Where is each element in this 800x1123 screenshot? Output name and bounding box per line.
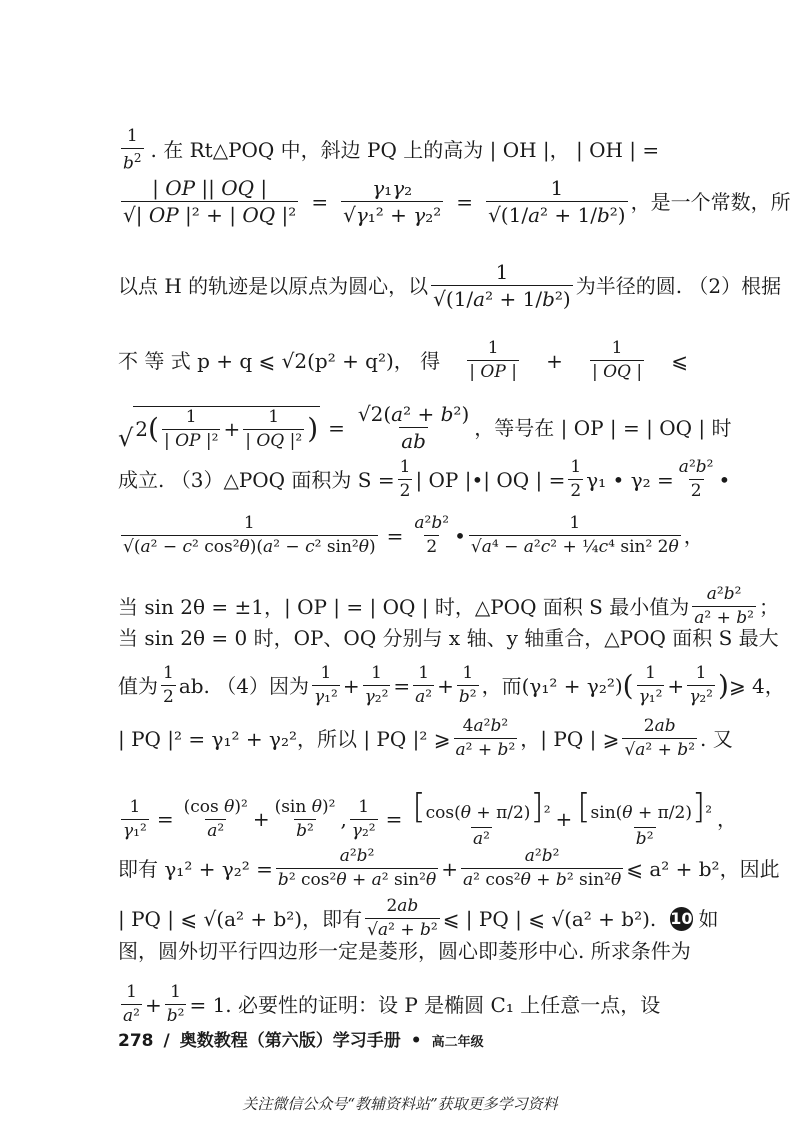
problem-number-badge: 10 <box>670 907 692 931</box>
footer-dot: • <box>410 1031 422 1051</box>
line-6-text-a: 成立. （3）△POQ 面积为 S = <box>118 467 395 492</box>
line-10-text-a: 值为 <box>118 673 158 698</box>
line-12-text: ， <box>717 807 738 831</box>
line-13-text-b: ⩽ a² + b²，因此 <box>626 856 780 881</box>
text-line-14: | PQ | ⩽ √(a² + b²)，即有 $\frac{2ab}{\text{√a² + b²}}$ ⩽ | PQ | ⩽ √(a² + b²). 10 如 <box>118 896 719 940</box>
line-8-text-b: ； <box>758 594 779 619</box>
line-2-text: ，是一个常数，所 <box>630 189 791 214</box>
line-4-text-b: ⩽ <box>671 348 688 373</box>
text-line-3 <box>118 260 782 311</box>
watermark-text: 关注微信公众号“教辅资料站”获取更多学习资料 <box>242 1095 558 1113</box>
text-line-6: 成立. （3）△POQ 面积为 S = $\frac{1}{2}$ | OP |•| OQ | = $\frac{1}{2}$ γ₁ • γ₂ = $\frac{\text{a²b²}}{2}$ • <box>118 457 731 501</box>
line-13-text-a: 即有 γ₁² + γ₂² = <box>118 856 273 881</box>
line-11-text-a: | PQ |² = γ₁² + γ₂²，所以 | PQ |² ⩾ <box>118 726 451 751</box>
text-line-5: √ 2 ( $\frac{1}{\text{| OP |²}}$ + $\frac{1}{\text{| OQ |²}}$ ) = $\frac{\text{√2(a² + b²)}}{ab}$ ，等号在 | OP | = | OQ | 时 <box>118 402 732 453</box>
bound-fraction: $\frac{\text{√2(a² + b²)}}{ab}$ <box>357 402 470 453</box>
line-6-text-c: γ₁ • γ₂ = <box>586 467 674 492</box>
area-fraction-2: $\frac{1}{\text{√a⁴ − a²c² + ¼c⁴ sin² 2θ}}$ <box>470 513 679 557</box>
line-6-text-d: • <box>718 467 731 492</box>
line-16-text: = 1. 必要性的证明：设 P 是椭圆 C₁ 上任意一点，设 <box>189 992 661 1017</box>
sqrt-sum-inverse-squares: √ 2 ( $\frac{1}{\text{| OP |²}}$ + $\frac{1}{\text{| OQ |²}}$ ) <box>118 406 319 452</box>
text-line-11: | PQ |² = γ₁² + γ₂²，所以 | PQ |² ⩾ $\frac{\text{4a²b²}}{\text{a² + b²}}$ ，| PQ | ⩾ $\frac{2ab}{\text{√a² + b²}}$ . 又 <box>118 716 733 760</box>
text-line-16: $\frac{1}{\text{a²}}$ + $\frac{1}{\text{b²}}$ = 1. 必要性的证明：设 P 是椭圆 C₁ 上任意一点，设 <box>123 982 661 1026</box>
line-14-text-b: ⩽ | PQ | ⩽ √(a² + b²). <box>442 906 657 931</box>
line-11-text-c: . 又 <box>700 726 733 751</box>
cos-shift-fraction: $\frac{\text{[cos(θ + π/2)]²}}{\text{a²}}$ <box>412 787 551 849</box>
text-line-12: $\frac{1}{\text{γ₁²}}$ = $\frac{\text{(cos θ)²}}{\text{a²}}$ + $\frac{\text{(sin θ)²}}{\text{b²}}$ , $\frac{1}{\text{γ₂²}}$ = $\frac{\text{[cos(θ + π/2)]²}}{\text{a²}}$ + $\frac{\text{[sin(θ + π/2)]²}}{\text{b²}}$ ， <box>123 787 738 849</box>
oh-formula-fraction: $\frac{| OP || OQ |}{\text{√| OP |² + | OQ |²}}$ <box>123 176 297 227</box>
fraction-1-over-op: $\frac{1}{| OP |}$ <box>469 338 517 382</box>
gamma-fraction: $\frac{\text{γ₁γ₂}}{\text{√γ₁² + γ₂²}}$ <box>343 176 442 227</box>
line-3-text-b: 为半径的圆. （2）根据 <box>575 273 782 298</box>
reciprocal-sqrt-fraction: $\frac{1}{\text{√(1/a² + 1/b²)}}$ <box>488 176 626 227</box>
line-10-text-d: ⩾ 4， <box>728 673 785 698</box>
line-10-text-b: ab. （4）因为 <box>178 673 309 698</box>
line-1-text: . 在 Rt△POQ 中，斜边 PQ 上的高为 | OH |， | OH | = <box>150 138 660 163</box>
line-11-text-b: ，| PQ | ⩾ <box>520 726 620 751</box>
footer-slash: / <box>163 1031 170 1051</box>
radius-fraction: $\frac{1}{\text{√(1/a² + 1/b²)}}$ <box>433 260 571 311</box>
line-4-text-a: 不 等 式 p + q ⩽ √2(p² + q²)， 得 <box>118 348 441 373</box>
line-3-text-a: 以点 H 的轨迹是以原点为圆心，以 <box>118 273 429 298</box>
line-5-text: ，等号在 | OP | = | OQ | 时 <box>474 415 732 440</box>
line-14-text-a: | PQ | ⩽ √(a² + b²)，即有 <box>118 906 363 931</box>
area-fraction-1: $\frac{1}{\text{√(a² − c² cos²θ)(a² − c² sin²θ)}}$ <box>123 513 376 557</box>
fraction-1-over-b2: $\frac{1}{b^2}$ <box>123 126 142 174</box>
text-line-13: 即有 γ₁² + γ₂² = $\frac{\text{a²b²}}{\text{b² cos²θ + a² sin²θ}}$ + $\frac{\text{a²b²}}{\text{a² cos²θ + b² sin²θ}}$ ⩽ a² + b²，因此 <box>118 846 780 890</box>
line-6-text-b: | OP |•| OQ | = <box>415 467 566 492</box>
text-line-9 <box>118 626 779 650</box>
text-line-15 <box>118 939 691 963</box>
text-line-7: $\frac{1}{\text{√(a² − c² cos²θ)(a² − c² sin²θ)}}$ = $\frac{\text{a²b²}}{2}$ • $\frac{1}{\text{√a⁴ − a²c² + ¼c⁴ sin² 2θ}}$ ， <box>123 513 704 557</box>
line-14-text-c: 如 <box>698 906 719 931</box>
text-line-8: 当 sin 2θ = ±1，| OP | = | OQ | 时，△POQ 面积 S 最小值为 $\frac{\text{a²b²}}{\text{a² + b²}}$ ； <box>118 584 779 628</box>
grade-label: 高二年级 <box>431 1035 484 1050</box>
text-line-2: $\frac{| OP || OQ |}{\text{√| OP |² + | OQ |²}}$ = $\frac{\text{γ₁γ₂}}{\text{√γ₁² + γ₂²}}$ = $\frac{1}{\text{√(1/a² + 1/b²)}}$ ，是一个常数，所 <box>123 176 791 227</box>
line-15-text: 图，圆外切平行四边形一定是菱形，圆心即菱形中心. 所求条件为 <box>118 939 691 963</box>
text-line-1 <box>118 128 688 173</box>
text-line-10: 值为 $\frac{1}{2}$ ab. （4）因为 $\frac{1}{\text{γ₁²}}$ + $\frac{1}{\text{γ₂²}}$ = $\frac{1}{\text{a²}}$ + $\frac{1}{\text{b²}}$ ，而(γ₁² + γ₂²) ( $\frac{1}{\text{γ₁²}}$ + $\frac{1}{\text{γ₂²}}$ ) ⩾ 4， <box>118 663 785 707</box>
book-title: 奥数教程（第六版）学习手册 <box>179 1031 401 1051</box>
line-10-text-c: ，而(γ₁² + γ₂²) <box>481 673 623 698</box>
sin-shift-fraction: $\frac{\text{[sin(θ + π/2)]²}}{\text{b²}}$ <box>577 787 713 849</box>
line-8-text-a: 当 sin 2θ = ±1，| OP | = | OQ | 时，△POQ 面积 S 最小值为 <box>118 594 690 619</box>
text-line-4: 不 等 式 p + q ⩽ √2(p² + q²)， 得 $\frac{1}{| OP |}$ + $\frac{1}{| OQ |}$ ⩽ <box>118 338 688 382</box>
page-footer <box>118 1026 484 1051</box>
page-number: 278 <box>118 1031 154 1051</box>
line-9-text: 当 sin 2θ = 0 时，OP、OQ 分别与 x 轴、y 轴重合，△POQ 面积 S 最大 <box>118 626 779 650</box>
line-7-text: ， <box>683 523 704 548</box>
fraction-1-over-oq: $\frac{1}{| OQ |}$ <box>591 338 643 382</box>
